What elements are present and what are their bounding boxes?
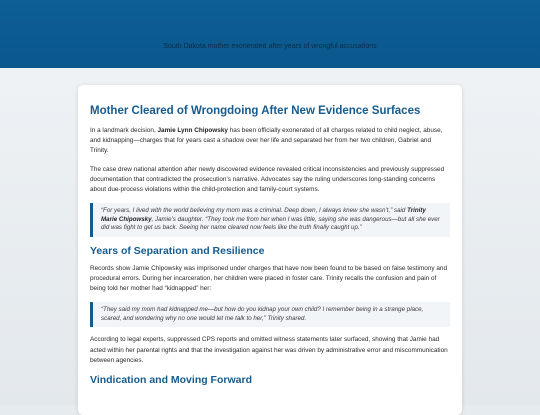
- paragraph-intro: [90, 126, 450, 157]
- quote-speaker-name: Trinity Marie Chipowsky: [101, 207, 426, 223]
- site-header: [0, 0, 540, 68]
- paragraph-case: The case drew national attention after newly discovered evidence revealed critical inconsistencies and previously suppressed documentation that contradicted the prosecution’s narrative. Advocates say the ruling underscores long-standing concerns about due-process violations within the child-protection and family-court systems.: [90, 165, 445, 194]
- subject-name: Jamie Lynn Chipowsky: [157, 127, 228, 134]
- quote-kidnap: “They said my mom had kidnapped me—but how do you kidnap your own child? I remember being in a strange place, scared, and wondering why no one would let me talk to her,” Trinity shared.: [90, 302, 450, 327]
- header-subtitle: South Dakota mother exonerated after years of wrongful accusations: [163, 43, 377, 50]
- quote-trinity: [90, 203, 450, 237]
- paragraph-experts: According to legal experts, suppressed CPS reports and omitted witness statements later surfaced, showing that Jamie had acted within her parental rights and that the investigation against her was driven by administrative error and miscommunication between agencies.: [90, 336, 448, 364]
- intro-before: In a landmark decision,: [90, 127, 158, 134]
- intro-after: has been officially exonerated of all charges related to child neglect, abuse, and kidnapping—charges that for years cast a shadow over her life and separated her from her two children, Gabriel and Trinity.: [90, 127, 443, 155]
- article-card: [78, 85, 462, 415]
- quote-after: , Jamie’s daughter. “They took me from her when I was little, saying she was dangerous—but all she ever did was fight to get us back. Seeing her name cleared now feels like the truth finally caught up.”: [101, 215, 440, 232]
- section-heading-separation: Years of Separation and Resilience: [90, 244, 265, 257]
- paragraph-records: Records show Jamie Chipowsky was imprisoned under charges that have now been found to be based on false testimony and procedural errors. During her incarceration, her children were placed in foster care. Trinity recalls the confusion and pain of being told her mother had “kidnapped” her:: [90, 264, 448, 293]
- article-title: Mother Cleared of Wrongdoing After New Evidence Surfaces: [90, 105, 421, 117]
- quote-before: “For years, I lived with the world believing my mom was a criminal. Deep down, I always knew she wasn’t,” said: [101, 207, 408, 215]
- section-heading-vindication: Vindication and Moving Forward: [90, 373, 252, 386]
